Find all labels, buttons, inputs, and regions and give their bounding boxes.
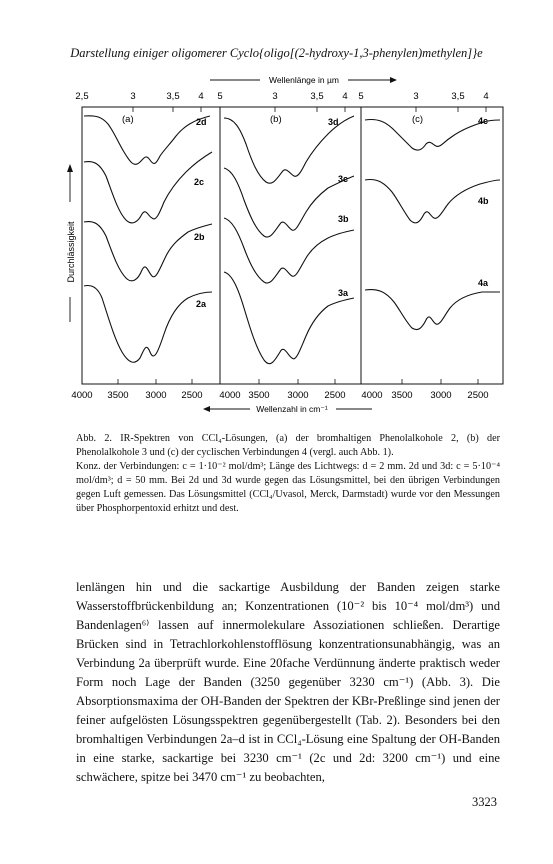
bottom-tick-b-3: 3000: [287, 390, 309, 401]
trace-3a: [224, 272, 354, 364]
top-tick-a-3: 3,5: [166, 91, 180, 102]
bottom-tick-a-3: 3000: [145, 390, 167, 401]
caption-line-1: Abb. 2. IR-Spektren von CCl₄-Lösungen, (a) der bromhaltigen Phenolalkohole 2, (b) der Phenolalkohole 3 und (c) der cyclischen Verbindungen 4 (vergl. auch Abb. 1).: [76, 433, 500, 458]
top-tick-c-1: 3: [413, 91, 419, 102]
bottom-axis-label: Wellenzahl in cm⁻¹: [256, 404, 328, 414]
label-2a: 2a: [196, 299, 207, 309]
bottom-tick-marks: [118, 379, 478, 384]
ir-spectra-svg: [60, 72, 510, 422]
panel-c-label: (c): [412, 114, 424, 125]
caption-line-2: Konz. der Verbindungen: c = 1·10⁻² mol/dm³; Länge des Lichtwegs: d = 2 mm. 2d und 3d: c = 5·10⁻⁴ mol/dm³; d = 50 mm. Bei 2d und 3d wurde gegen das Lösungsmittel, bei den übrigen Verbindungen gegen Luft gemessen. Das Lösungsmittel (CCl₄/Uvasol, Merck, Darmstadt) wurde vor den Messungen über Phosphorpentoxid erhitzt und dest.: [76, 461, 500, 514]
panel-b-label: (b): [270, 114, 282, 125]
bottom-tick-a-1: 4000: [71, 390, 93, 401]
panel-c-trace-labels: [478, 116, 489, 288]
bottom-tick-c-2: 3500: [391, 390, 413, 401]
trace-2b: [84, 222, 212, 281]
panel-c-frame: [361, 107, 503, 384]
label-3c: 3c: [338, 174, 349, 184]
panel-b-frame: [220, 107, 361, 384]
top-tick-a-2: 3: [130, 91, 136, 102]
top-axis-arrow: [390, 77, 397, 83]
label-4a: 4a: [478, 278, 489, 288]
bottom-tick-b-1: 4000: [219, 390, 241, 401]
panel-c-traces: [365, 119, 500, 329]
ir-spectra-figure: [60, 72, 510, 427]
figure-caption: [76, 432, 500, 516]
top-tick-a-1: 2,5: [75, 91, 89, 102]
top-axis-label: Wellenlänge in µm: [269, 75, 339, 85]
top-tick-b-3: 4: [342, 91, 348, 102]
bottom-tick-b-2: 3500: [248, 390, 270, 401]
top-tick-b-4: 5: [358, 91, 364, 102]
bottom-axis-arrow: [203, 406, 210, 412]
running-header: Darstellung einiger oligomerer Cyclo{oligo[(2-hydroxy-1,3-phenylen)methylen]}e: [70, 46, 483, 60]
label-4b: 4b: [478, 196, 489, 206]
label-3d: 3d: [328, 117, 339, 127]
label-4c: 4c: [478, 116, 489, 126]
label-3a: 3a: [338, 288, 349, 298]
label-2d: 2d: [196, 117, 207, 127]
top-tick-marks: [133, 107, 486, 112]
bottom-tick-a-2: 3500: [107, 390, 129, 401]
panel-b-traces: [224, 116, 354, 364]
y-axis-arrow: [67, 164, 73, 172]
bottom-tick-a-4: 2500: [181, 390, 203, 401]
y-axis-label: Durchlässigkeit: [66, 221, 76, 283]
bottom-tick-c-1: 4000: [361, 390, 383, 401]
trace-3c: [224, 168, 354, 237]
top-tick-b-1: 3: [272, 91, 278, 102]
bottom-tick-c-4: 2500: [467, 390, 489, 401]
trace-2c: [84, 152, 212, 223]
panel-a-trace-labels: [194, 117, 207, 309]
trace-2d: [84, 116, 210, 165]
top-tick-labels: [75, 91, 488, 102]
page-number: 3323: [472, 795, 497, 809]
top-tick-a-5: 5: [217, 91, 223, 102]
body-paragraph: lenlängen hin und die sackartige Ausbildung der Banden zeigen starke Wasserstoffbrückenbildung an; Konzentrationen (10⁻² bis 10⁻⁴ mol/dm³) und Bandenlagen⁶⁾ lassen auf innermolekulare Assoziationen schließen. Derartige Brücken sind in Tetrachlorkohlenstofflösung konzentrationsunabhängig, was an Verbindung 2a überprüft wurde. Eine 20fache Verdünnung änderte praktisch weder Form noch Lage der Banden (3250 gegenüber 3230 cm⁻¹) (Abb. 3). Die Absorptionsmaxima der OH-Banden der Spektren der KBr-Preßlinge sind jenen der feiner aufgelösten Lösungsspektren gegenübergestellt (Tab. 2). Besonders bei den bromhaltigen Verbindungen 2a–d ist in CCl₄-Lösung eine Spaltung der OH-Banden in eine starke, sackartige bei 3230 cm⁻¹ (2c und 2d: 3200 cm⁻¹) und eine schwächere, spitze bei 3470 cm⁻¹ zu beobachten,: [76, 580, 500, 784]
label-2c: 2c: [194, 177, 205, 187]
top-tick-c-3: 4: [483, 91, 489, 102]
panel-a-label: (a): [122, 114, 134, 125]
bottom-tick-labels: [71, 390, 488, 401]
panel-a-traces: [84, 116, 212, 362]
body-text: [76, 578, 500, 787]
trace-2a: [84, 286, 212, 363]
panel-b-trace-labels: [328, 117, 349, 298]
top-tick-b-2: 3,5: [310, 91, 324, 102]
panel-a-frame: [82, 107, 220, 384]
label-2b: 2b: [194, 232, 205, 242]
bottom-tick-c-3: 3000: [430, 390, 452, 401]
trace-4a: [365, 290, 500, 330]
label-3b: 3b: [338, 214, 349, 224]
top-tick-a-4: 4: [198, 91, 204, 102]
top-tick-c-2: 3,5: [451, 91, 465, 102]
bottom-tick-b-4: 2500: [324, 390, 346, 401]
